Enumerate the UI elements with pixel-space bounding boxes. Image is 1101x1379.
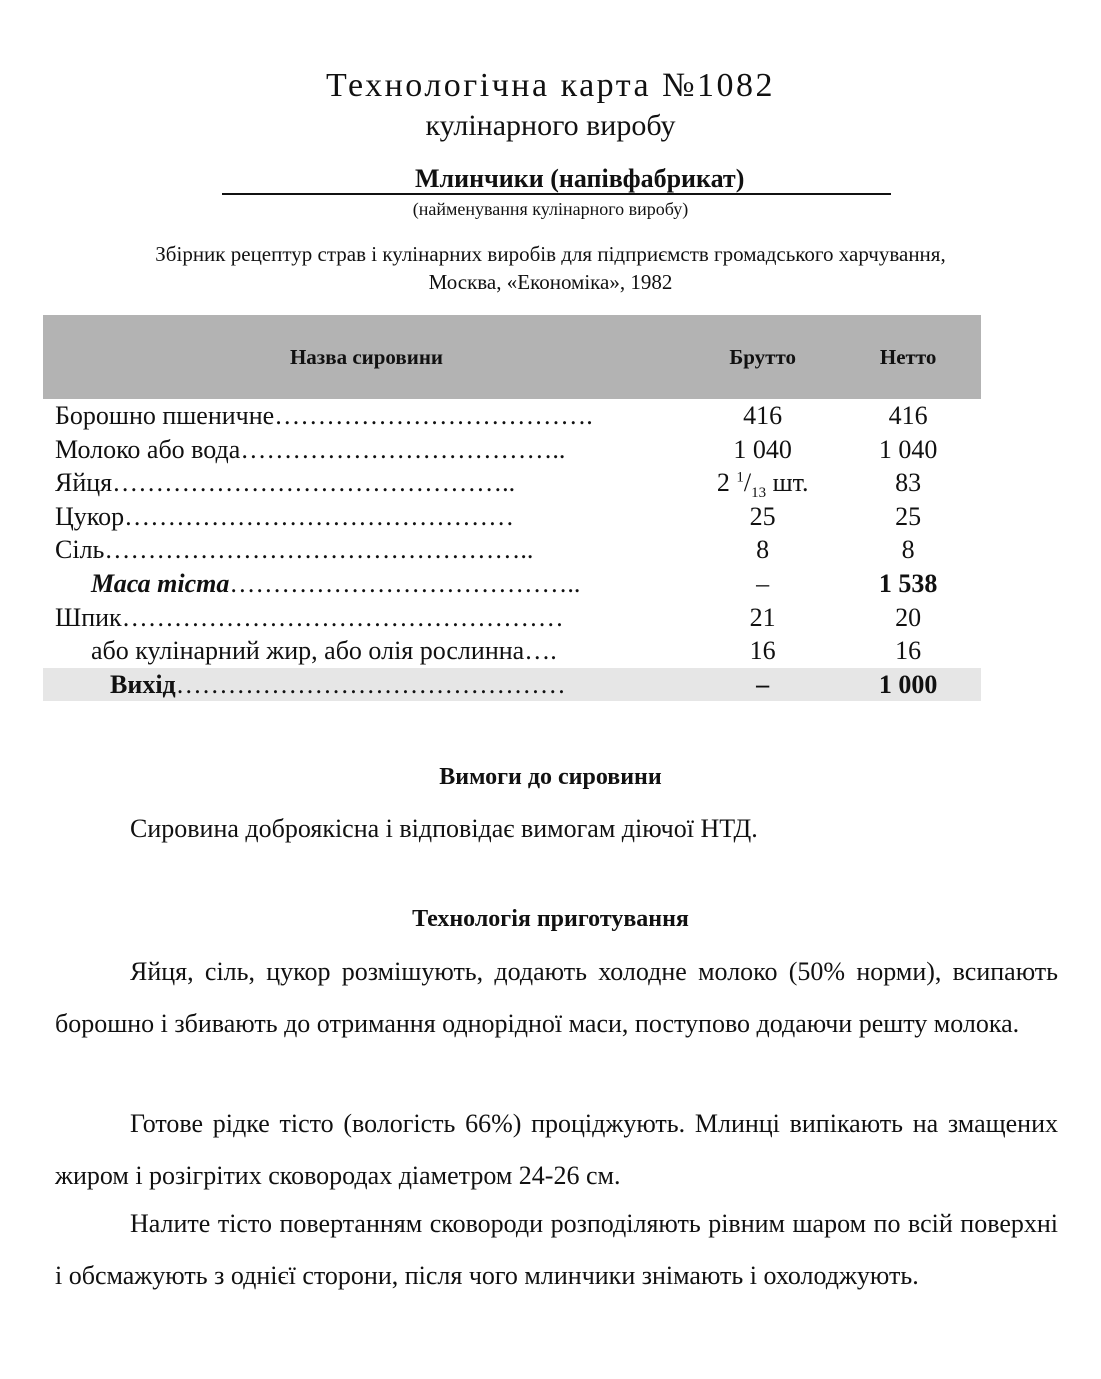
netto-value: 8 [901, 535, 915, 565]
ingredient-name: Шпик [55, 602, 122, 632]
brutto-value: 25 [749, 501, 776, 531]
ingredient-name: Цукор [55, 501, 125, 531]
leader-dots: ……………………………………….. [112, 468, 516, 498]
ingredient-name: Борошно пшеничне [55, 401, 275, 430]
requirements-text: Сировина доброякісна і відповідає вимогам діючої НТД. [130, 814, 758, 843]
leader-dots: …. [524, 636, 557, 666]
netto-value: 20 [895, 602, 922, 632]
brutto-value: 16 [749, 636, 776, 666]
technology-paragraph: Готове рідке тісто (вологість 66%) проціджують. Млинці випікають на змащених жиром і розігрітих сковородах діаметром 24-26 см. [55, 1109, 1058, 1190]
document-subtitle: кулінарного виробу [425, 109, 676, 142]
ingredient-name: Яйця [55, 468, 113, 498]
table-row [43, 433, 981, 467]
subtotal-label: Маса тіста [91, 568, 230, 598]
netto-value: 83 [895, 468, 922, 498]
netto-value: 16 [895, 636, 922, 666]
table-row [43, 466, 981, 500]
leader-dots: ……………………………………… [124, 501, 515, 531]
leader-dots: ……………………………….. [240, 434, 566, 464]
netto-value: 1 040 [878, 434, 938, 464]
table-header-row [43, 315, 981, 399]
column-header-ingredient: Назва сировини [43, 315, 690, 399]
brutto-value: 8 [756, 535, 770, 565]
ingredients-table [43, 315, 981, 701]
document-title: Технологічна карта №1082 [325, 67, 776, 104]
brutto-value: 1 040 [733, 434, 792, 464]
product-name-caption: (найменування кулінарного виробу) [412, 199, 689, 219]
column-header-netto: Нетто [835, 315, 981, 399]
table-row [43, 601, 981, 635]
ingredient-name: Молоко або вода [55, 434, 241, 464]
product-name: Млинчики (напівфабрикат) [415, 164, 745, 193]
leader-dots: ………………………………….. [229, 568, 581, 598]
brutto-value: – [756, 568, 770, 598]
total-label: Вихід [110, 669, 176, 699]
netto-value: 1 000 [835, 668, 981, 702]
product-name-line [222, 165, 891, 195]
ingredient-name: або кулінарний жир, або олія рослинна [91, 636, 525, 666]
brutto-value: 2 $^1/_{13}$ шт. [716, 468, 809, 502]
ingredient-name: Сіль [55, 535, 105, 565]
column-header-brutto: Брутто [690, 315, 835, 399]
netto-value: 25 [895, 501, 922, 531]
leader-dots: ………………………………. [274, 401, 593, 430]
technology-paragraph: Яйця, сіль, цукор розмішують, додають холодне молоко (50% норми), всипають борошно і збивають до отримання однорідної маси, поступово додаючи решту молока. [55, 957, 1058, 1038]
table-row-total [43, 668, 981, 702]
brutto-value: 416 [743, 401, 783, 430]
brutto-value: 21 [749, 602, 776, 632]
leader-dots: ………………………………………….. [104, 535, 534, 565]
netto-value: 416 [888, 401, 928, 430]
table-row-alternative [43, 634, 981, 668]
table-row [43, 500, 981, 534]
table-row [43, 399, 981, 433]
brutto-value: – [690, 668, 835, 702]
leader-dots: …………………………………………… [121, 602, 564, 632]
netto-value: 1 538 [878, 568, 938, 598]
leader-dots: ……………………………………… [175, 669, 566, 699]
requirements-heading: Вимоги до сировини [439, 764, 662, 790]
source-reference-line2: Москва, «Економіка», 1982 [428, 270, 673, 294]
table-row [43, 533, 981, 567]
technology-paragraph: Налите тісто повертанням сковороди розподіляють рівним шаром по всій поверхні і обсмажують з однієї сторони, після чого млинчики знімають і охолоджують. [55, 1209, 1058, 1290]
technology-heading: Технологія приготування [412, 906, 689, 932]
source-reference-line1: Збірник рецептур страв і кулінарних виробів для підприємств громадського харчування, [155, 242, 946, 266]
table-row-subtotal [43, 567, 981, 601]
